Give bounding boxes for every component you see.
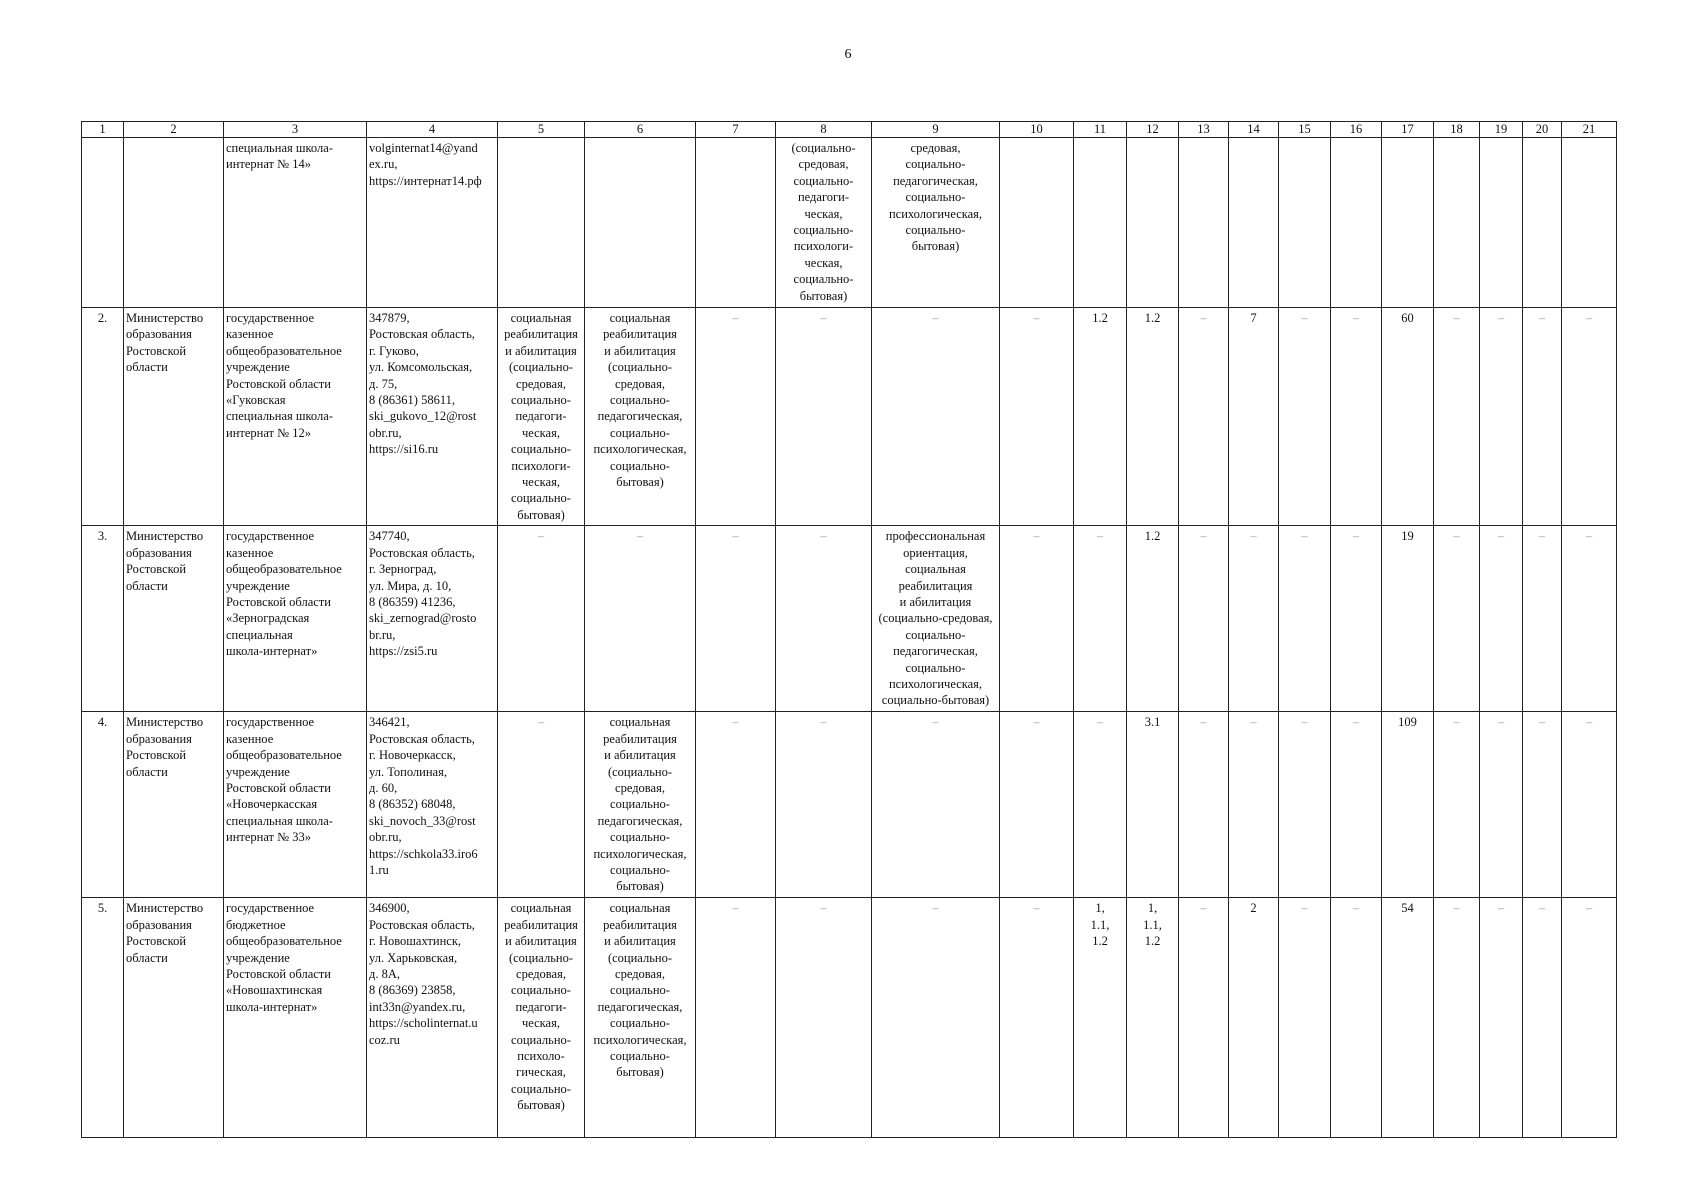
- table-cell: –: [1523, 526, 1562, 712]
- table-cell: 2: [1229, 898, 1279, 1138]
- row-number-cell: 2.: [82, 308, 124, 526]
- table-cell: –: [1480, 898, 1523, 1138]
- table-cell: 7: [1229, 308, 1279, 526]
- table-cell: –: [1562, 308, 1617, 526]
- table-cell: –: [498, 712, 585, 898]
- table-cell: –: [1523, 308, 1562, 526]
- header-cell: 10: [1000, 122, 1074, 138]
- table-cell: –: [1279, 898, 1331, 1138]
- table-cell: социальная реабилитация и абилитация (социально- средовая, социально- педагоги- ческая, социально- психологи- ческая, социально- бытовая): [498, 308, 585, 526]
- table-cell: –: [1434, 712, 1480, 898]
- header-cell: 12: [1127, 122, 1179, 138]
- table-cell: –: [872, 712, 1000, 898]
- table-cell: –: [1480, 712, 1523, 898]
- table-cell: –: [1074, 526, 1127, 712]
- table-cell: –: [1562, 712, 1617, 898]
- table-cell: –: [1179, 712, 1229, 898]
- header-cell: 16: [1331, 122, 1382, 138]
- table-cell: –: [696, 526, 776, 712]
- table-cell: 109: [1382, 712, 1434, 898]
- table-cell: –: [1480, 526, 1523, 712]
- table-cell: –: [1434, 526, 1480, 712]
- table-cell: 3.1: [1127, 712, 1179, 898]
- table-cell: –: [1074, 712, 1127, 898]
- table-cell: –: [1000, 898, 1074, 1138]
- header-cell: 4: [367, 122, 498, 138]
- table-cell: –: [498, 526, 585, 712]
- table-cell: –: [585, 526, 696, 712]
- table-cell: [1562, 138, 1617, 308]
- table-cell: –: [1179, 308, 1229, 526]
- table-cell: [1000, 138, 1074, 308]
- table-cell: –: [776, 526, 872, 712]
- table-cell: –: [1000, 526, 1074, 712]
- table-row: [82, 308, 1617, 526]
- header-cell: 19: [1480, 122, 1523, 138]
- header-cell: 11: [1074, 122, 1127, 138]
- table-cell: –: [1523, 712, 1562, 898]
- address-contacts-cell: 347879, Ростовская область, г. Гуково, ул. Комсомольская, д. 75, 8 (86361) 58611, ski_gukovo_12@rost obr.ru, https://si16.ru: [367, 308, 498, 526]
- table-cell: профессиональная ориентация, социальная реабилитация и абилитация (социально-средовая, социально- педагогическая, социально- психологическая, социально-бытовая): [872, 526, 1000, 712]
- table-cell: –: [1523, 898, 1562, 1138]
- table-cell: –: [776, 898, 872, 1138]
- founder-cell: [124, 138, 224, 308]
- table-row: [82, 526, 1617, 712]
- table-cell: социальная реабилитация и абилитация (социально- средовая, социально- педагогическая, социально- психологическая, социально- бытовая): [585, 308, 696, 526]
- table-cell: –: [1229, 712, 1279, 898]
- table-cell: –: [1331, 898, 1382, 1138]
- table-cell: –: [1331, 526, 1382, 712]
- page-number: 6: [844, 47, 852, 62]
- founder-cell: Министерство образования Ростовской области: [124, 898, 224, 1138]
- table-cell: –: [1331, 712, 1382, 898]
- header-cell: 7: [696, 122, 776, 138]
- header-cell: 8: [776, 122, 872, 138]
- founder-cell: Министерство образования Ростовской области: [124, 712, 224, 898]
- table-cell: –: [1000, 712, 1074, 898]
- table-cell: –: [696, 308, 776, 526]
- header-cell: 9: [872, 122, 1000, 138]
- row-number-cell: 4.: [82, 712, 124, 898]
- table-cell: [498, 138, 585, 308]
- table-cell: –: [1279, 308, 1331, 526]
- row-number-cell: 3.: [82, 526, 124, 712]
- institutions-table: [81, 121, 1617, 1138]
- table-cell: –: [1179, 898, 1229, 1138]
- table-cell: –: [1179, 526, 1229, 712]
- institution-name-cell: государственное казенное общеобразовательное учреждение Ростовской области «Зерноградская специальная школа-интернат»: [224, 526, 367, 712]
- table-cell: –: [1279, 526, 1331, 712]
- table-cell: 54: [1382, 898, 1434, 1138]
- institution-name-cell: государственное казенное общеобразовательное учреждение Ростовской области «Гуковская специальная школа- интернат № 12»: [224, 308, 367, 526]
- founder-cell: Министерство образования Ростовской области: [124, 526, 224, 712]
- table-cell: –: [696, 898, 776, 1138]
- address-contacts-cell: 346421, Ростовская область, г. Новочеркасск, ул. Тополиная, д. 60, 8 (86352) 68048, ski_novoch_33@rost obr.ru, https://schkola33.iro6 1.ru: [367, 712, 498, 898]
- table-cell: 60: [1382, 308, 1434, 526]
- column-number-row: [82, 122, 1617, 138]
- institution-name-cell: специальная школа- интернат № 14»: [224, 138, 367, 308]
- table-cell: 1.2: [1074, 308, 1127, 526]
- table-cell: 1, 1.1, 1.2: [1127, 898, 1179, 1138]
- header-cell: 13: [1179, 122, 1229, 138]
- table-cell: –: [872, 898, 1000, 1138]
- address-contacts-cell: 346900, Ростовская область, г. Новошахтинск, ул. Харьковская, д. 8А, 8 (86369) 23858, int33n@yandex.ru, https://scholinternat.u coz.ru: [367, 898, 498, 1138]
- table-cell: 19: [1382, 526, 1434, 712]
- table-cell: 1.2: [1127, 526, 1179, 712]
- table-cell: [1480, 138, 1523, 308]
- header-cell: 3: [224, 122, 367, 138]
- table-cell: [1074, 138, 1127, 308]
- table-cell: социальная реабилитация и абилитация (социально- средовая, социально- педагогическая, социально- психологическая, социально- бытовая): [585, 898, 696, 1138]
- header-cell: 1: [82, 122, 124, 138]
- table-cell: –: [1480, 308, 1523, 526]
- header-cell: 20: [1523, 122, 1562, 138]
- row-number-cell: [82, 138, 124, 308]
- table-cell: [1279, 138, 1331, 308]
- table-cell: [696, 138, 776, 308]
- row-number-cell: 5.: [82, 898, 124, 1138]
- header-cell: 17: [1382, 122, 1434, 138]
- table-cell: –: [1562, 898, 1617, 1138]
- table-cell: –: [1434, 898, 1480, 1138]
- table-cell: –: [1562, 526, 1617, 712]
- table-cell: –: [872, 308, 1000, 526]
- table-cell: [1331, 138, 1382, 308]
- table-cell: [1382, 138, 1434, 308]
- header-cell: 21: [1562, 122, 1617, 138]
- table-row: [82, 712, 1617, 898]
- table-cell: 1.2: [1127, 308, 1179, 526]
- table-cell: –: [1229, 526, 1279, 712]
- founder-cell: Министерство образования Ростовской области: [124, 308, 224, 526]
- table-cell: –: [1000, 308, 1074, 526]
- header-cell: 15: [1279, 122, 1331, 138]
- table-cell: –: [776, 308, 872, 526]
- institution-name-cell: государственное казенное общеобразовательное учреждение Ростовской области «Новочеркасская специальная школа- интернат № 33»: [224, 712, 367, 898]
- address-contacts-cell: volginternat14@yand ex.ru, https://интернат14.рф: [367, 138, 498, 308]
- table-cell: –: [1434, 308, 1480, 526]
- table-cell: [1523, 138, 1562, 308]
- table-cell: –: [696, 712, 776, 898]
- header-cell: 2: [124, 122, 224, 138]
- header-cell: 5: [498, 122, 585, 138]
- header-cell: 6: [585, 122, 696, 138]
- header-cell: 18: [1434, 122, 1480, 138]
- table-cell: средовая, социально- педагогическая, социально- психологическая, социально- бытовая): [872, 138, 1000, 308]
- table-cell: [1434, 138, 1480, 308]
- table-cell: социальная реабилитация и абилитация (социально- средовая, социально- педагоги- ческая, социально- психоло- гическая, социально- бытовая): [498, 898, 585, 1138]
- table-cell: социальная реабилитация и абилитация (социально- средовая, социально- педагогическая, социально- психологическая, социально- бытовая): [585, 712, 696, 898]
- table-cell: [1229, 138, 1279, 308]
- address-contacts-cell: 347740, Ростовская область, г. Зерноград, ул. Мира, д. 10, 8 (86359) 41236, ski_zernograd@rosto br.ru, https://zsi5.ru: [367, 526, 498, 712]
- table-cell: [1127, 138, 1179, 308]
- institution-name-cell: государственное бюджетное общеобразовательное учреждение Ростовской области «Новошахтинская школа-интернат»: [224, 898, 367, 1138]
- table-cell: –: [1279, 712, 1331, 898]
- table-cell: 1, 1.1, 1.2: [1074, 898, 1127, 1138]
- table-cell: (социально- средовая, социально- педагоги- ческая, социально- психологи- ческая, социально- бытовая): [776, 138, 872, 308]
- table-cell: [1179, 138, 1229, 308]
- table-cell: –: [1331, 308, 1382, 526]
- header-cell: 14: [1229, 122, 1279, 138]
- table-cell: [585, 138, 696, 308]
- table-row: [82, 138, 1617, 308]
- table-row: [82, 898, 1617, 1138]
- table-cell: –: [776, 712, 872, 898]
